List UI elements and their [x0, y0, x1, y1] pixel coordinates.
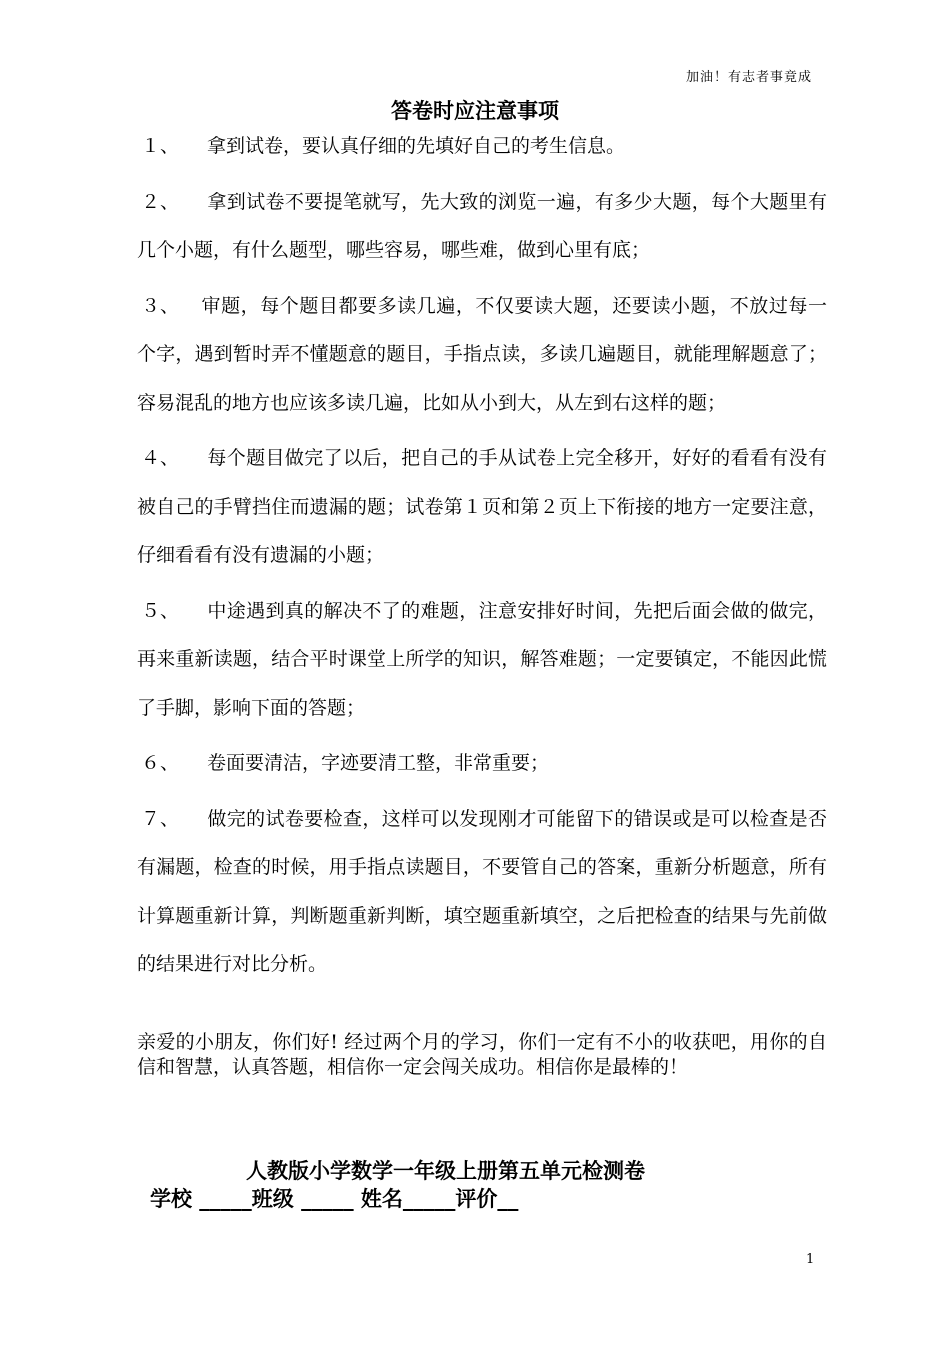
note-number: ２、 [141, 190, 180, 213]
note-number: １、 [141, 135, 180, 157]
note-number: ４、 [141, 447, 180, 469]
note-text: 做完的试卷要检查，这样可以发现刚才可能留下的错误或是可以检查是否有漏题，检查的时候，用手指点读题目，不要管自己的答案，重新分析题意，所有计算题重新计算，判断题重新判断，填空题重新填空，之后把检查的结果与先前做的结果进行对比分析。 [137, 807, 827, 975]
note-text: 拿到试卷，要认真仔细的先填好自己的考生信息。 [201, 135, 626, 157]
student-info-line: 学校 _____班级 _____ 姓名_____评价__ [150, 1186, 519, 1211]
note-number: ７、 [141, 807, 180, 830]
header-motto: 加油！有志者事竟成 [685, 70, 812, 85]
note-item [137, 587, 827, 733]
note-text: 拿到试卷不要提笔就写，先大致的浏览一遍，有多少大题，每个大题里有几个小题，有什么题型，哪些容易，哪些难，做到心里有底； [137, 190, 827, 261]
note-item [137, 739, 827, 788]
note-text: 中途遇到真的解决不了的难题，注意安排好时间，先把后面会做的做完，再来重新读题，结合平时课堂上所学的知识，解答难题；一定要镇定，不能因此慌了手脚，影响下面的答题； [137, 599, 827, 719]
note-number: ３、 [141, 294, 180, 317]
exam-title: 人教版小学数学一年级上册第五单元检测卷 [246, 1158, 645, 1183]
note-text: 审题，每个题目都要多读几遍，不仅要读大题，还要读小题，不放过每一个字，遇到暂时弄不懂题意的题目，手指点读，多读几遍题目，就能理解题意了；容易混乱的地方也应该多读几遍，比如从小到大，从左到右这样的题； [137, 294, 827, 414]
note-number: ５、 [141, 599, 180, 622]
page-number: 1 [806, 1252, 815, 1267]
notes-list [137, 122, 827, 996]
note-item [137, 434, 827, 580]
note-text: 卷面要清洁，字迹要清工整，非常重要； [201, 752, 550, 774]
note-text: 每个题目做完了以后，把自己的手从试卷上完全移开，好好的看看有没有被自己的手臂挡住而遗漏的题；试卷第１页和第２页上下衔接的地方一定要注意，仔细看看有没有遗漏的小题； [137, 447, 827, 566]
note-item [137, 795, 827, 989]
note-number: ６、 [141, 752, 180, 774]
note-item [137, 178, 827, 275]
notes-title: 答卷时应注意事项 [391, 98, 559, 123]
note-item [137, 122, 827, 171]
note-item [137, 282, 827, 428]
greeting-paragraph: 亲爱的小朋友，你们好! 经过两个月的学习，你们一定有不小的收获吧，用你的自信和智慧，认真答题，相信你一定会闯关成功。相信你是最棒的！ [137, 1031, 827, 1078]
